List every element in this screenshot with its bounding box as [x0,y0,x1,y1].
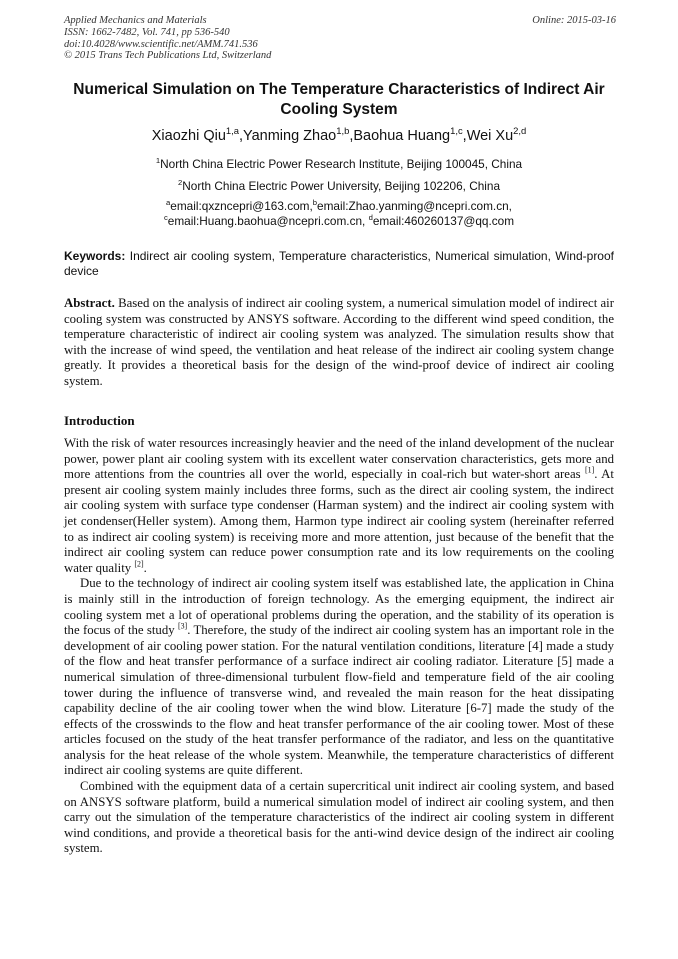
email-address: email:460260137@qq.com [372,213,515,228]
paragraph-text: . At present air cooling system mainly includes three forms, such as the direct air cooling system, the indirect air cooling system with surface type condenser (Harman system) and the indirect air cooling system with jet condenser(Heller system). Among them, Harmon type indirect air cooling system (hereinafter referred to as indirect air cooling system) is receiving more and more attention, just because of the benefit that the indirect air cooling system can reduce power consumption rate and its low requirements on the cooling water quality [64,467,614,575]
affiliation-sup: 2 [177,178,183,188]
email-sup: c [163,212,168,222]
paragraph-text: Due to the technology of indirect air cooling system itself was established late, the application in China is mainly still in the introduction of foreign technology. As the emerging equipment, the indirect air cooling system met a lot of operational problems during the operation, and the stability of its operation is the focus of the study [64,576,614,638]
author-name: Xiaozhi Qiu [151,128,226,144]
author-list: Xiaozhi Qiu$^{1,a}$,Yanming Zhao$^{1,b}$,Baohua Huang$^{1,c}$,Wei Xu$^{2,d}$ [151,125,527,144]
email-sup: b [312,198,318,208]
intro-paragraph-1 [64,436,614,576]
email-block [64,199,614,228]
paragraph-text: . [143,560,147,575]
keywords-text: Indirect air cooling system, Temperature characteristics, Numerical simulation, Wind-proof device [64,249,614,278]
journal-doi: doi:10.4028/www.scientific.net/AMM.741.536 [64,38,258,50]
affiliation-sup: 1 [155,156,161,166]
journal-header [64,15,271,62]
author-name: Wei Xu [466,128,514,144]
author-sup: 1,a [225,125,239,137]
email-address: email:qxzncepri@163.com, [170,199,313,213]
journal-copyright: © 2015 Trans Tech Publications Ltd, Switzerland [64,50,272,62]
author-sup: 2,d [513,125,527,137]
author-sup: 1,c [450,125,463,137]
email-address: email:Huang.baohua@ncepri.com.cn, [167,213,366,228]
citation: [2] [134,559,144,569]
abstract [64,296,614,390]
affiliation-2 [64,179,614,193]
email-sup: a [166,198,171,208]
paper-title: Numerical Simulation on The Temperature Characteristics of Indirect Air Cooling System [73,81,605,118]
section-heading-introduction: Introduction [64,413,135,428]
email-line-2 [64,214,614,229]
abstract-label: Abstract. [64,296,115,310]
affiliation-text: North China Electric Power University, Beijing 102206, China [182,179,501,193]
author-sup: 1,b [336,125,350,137]
abstract-text: Based on the analysis of indirect air cooling system, a numerical simulation model of indirect air cooling system was constructed by ANSYS software. According to the different wind speed condition, the temperature characteristic of indirect air cooling system was analyzed. The simulation results show that with the increase of wind speed, the ventilation and heat release of the indirect air cooling system change greatly. It provides a theoretical basis for the design of the wind-proof device of indirect air cooling system. [64,296,614,388]
affiliation-text: North China Electric Power Research Institute, Beijing 100045, China [160,157,523,171]
paragraph-text: . Therefore, the study of the indirect air cooling system has an important role in the development of air cooling power station. For the natural ventilation conditions, literature [4] made a study of the flow and heat transfer performance of a surface indirect air cooling radiator. Literature [5] made a numerical simulation of three-dimensional turbulent flow-field and temperature field of the air cooling tower during the influence of transverse wind, and revealed the main reason for the heat dissipating capability decline of the air cooling tower when the wind blow. Literature [6-7] made the study of the effects of the crosswinds to the flow and heat transfer performance of the air cooling tower. Most of these articles focused on the study of the heat transfer performance of the radiator, and less on the quantitative analysis for the heat release of the whole system. Meanwhile, the temperature characteristics of different indirect air cooling systems are quite different. [64,623,615,778]
journal-issn: ISSN: 1662-7482, Vol. 741, pp 536-540 [64,26,230,38]
keywords [64,249,614,279]
email-address: email:Zhao.yanming@ncepri.com.cn, [317,199,512,213]
email-line-1 [64,199,614,214]
intro-paragraph-3: Combined with the equipment data of a certain supercritical unit indirect air cooling system, and based on ANSYS software platform, build a numerical simulation model of indirect air cooling system, and then carry out the simulation of the temperature characteristics of the indirect air cooling system in different wind conditions, and provide a theoretical basis for the anti-wind device design of the indirect air cooling system. [64,779,614,856]
citation: [3] [177,621,188,631]
journal-name: Applied Mechanics and Materials [64,15,207,26]
paragraph-text: With the risk of water resources increasingly heavier and the need of the inland development of the nuclear power, power plant air cooling system with its excellent water conservation characteristics, gets more and more attentions from the countries all over the world, especially in coal-rich but water-short areas [64,436,614,482]
keywords-label: Keywords: [64,249,126,263]
citation: [1] [585,465,595,475]
introduction-body [64,436,614,857]
author-name: Yanming Zhao [243,128,337,144]
email-sup: d [368,212,373,222]
intro-paragraph-2 [64,576,614,779]
author-name: Baohua Huang [353,128,451,144]
affiliation-1 [64,157,614,171]
online-date: Online: 2015-03-16 [532,15,616,26]
